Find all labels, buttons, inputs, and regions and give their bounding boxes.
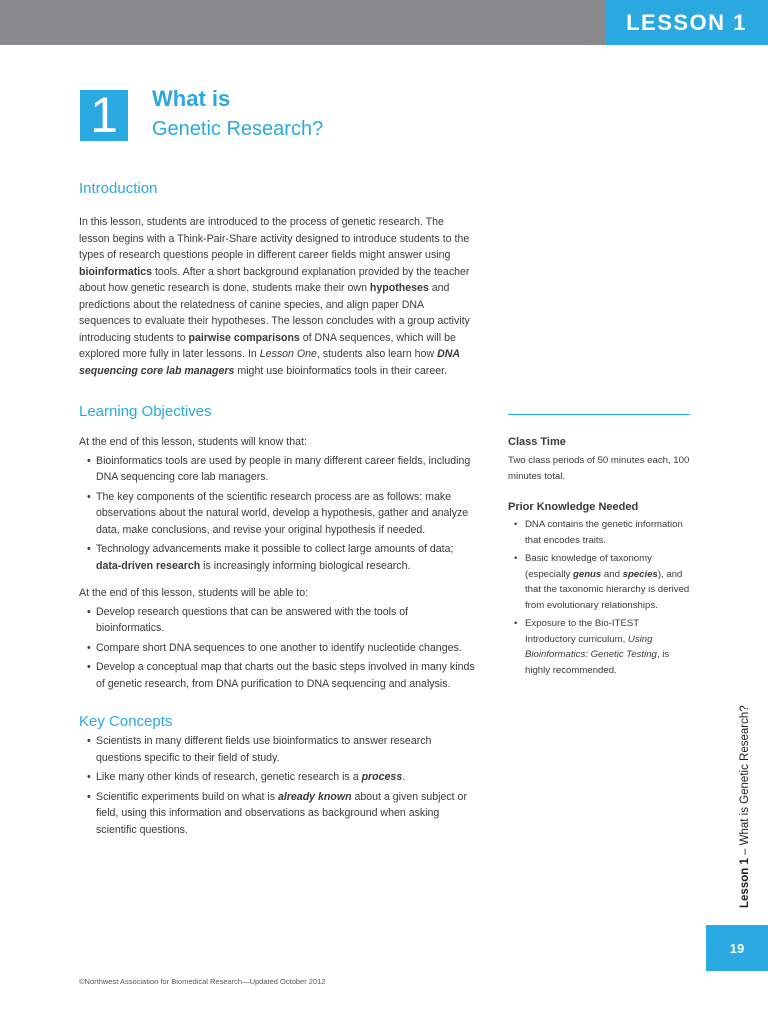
key-concepts-list (79, 733, 475, 838)
sidebar-divider (508, 414, 690, 415)
list-item: • Compare short DNA sequences to one another to identify nucleotide changes. (79, 640, 475, 657)
list-item: • Exposure to the Bio-ITEST Introductory curriculum, Using Bioinformatics: Genetic Testing, is highly recommended. (508, 616, 690, 678)
list-item: • Like many other kinds of research, genetic research is a process. (79, 769, 475, 786)
lesson-number-box: 1 (80, 90, 128, 141)
page-number: 19 (706, 925, 768, 971)
lesson-label: LESSON 1 (605, 0, 768, 45)
class-time-heading: Class Time (508, 436, 566, 448)
prior-knowledge-heading: Prior Knowledge Needed (508, 501, 639, 513)
lesson-title-line2: Genetic Research? (152, 118, 324, 140)
footer-copyright: ©Northwest Association for Biomedical Research—Updated October 2012 (79, 977, 326, 986)
side-title-rest: – What is Genetic Research? (739, 705, 751, 859)
side-running-title (739, 705, 751, 908)
know-list (79, 453, 475, 575)
introduction-heading: Introduction (79, 180, 158, 197)
know-intro: At the end of this lesson, students will know that: (79, 436, 307, 448)
side-title-bold: Lesson 1 (739, 858, 751, 908)
list-item: • Scientists in many different fields use bioinformatics to answer research questions specific to their field of study. (79, 733, 475, 766)
list-item: • DNA contains the genetic information that encodes traits. (508, 517, 690, 548)
main-column (79, 180, 475, 841)
list-item: • Bioinformatics tools are used by people in many different career fields, including DNA sequencing core lab managers. (79, 453, 475, 486)
introduction-paragraph: In this lesson, students are introduced to the process of genetic research. The lesson begins with a Think-Pair-Share activity designed to introduce students to the types of research questions people in different career fields might answer using bioinformatics tools. After a short background explanation provided by the teacher about how genetic research is done, students make their own hypotheses and predictions about the relatedness of canine species, and align paper DNA sequences to evaluate their hypotheses. The lesson concludes with a group activity introducing students to pairwise comparisons of DNA sequences, which will be explored more fully in later lessons. In Lesson One, students also learn how DNA sequencing core lab managers might use bioinformatics tools in their career. (79, 216, 470, 377)
list-item: • Basic knowledge of taxonomy (especially genus and species), and that the taxonomic hierarchy is derived from evolutionary relationships. (508, 551, 690, 613)
list-item: • The key components of the scientific research process are as follows: make observations about the natural world, develop a hypothesis, gather and analyze data, make conclusions, and revise your original hypothesis if needed. (79, 489, 475, 539)
key-concepts-heading: Key Concepts (79, 713, 173, 730)
prior-knowledge-list (508, 517, 690, 678)
list-item: • Develop a conceptual map that charts out the basic steps involved in many kinds of genetic research, from DNA purification to DNA sequencing and analysis. (79, 659, 475, 692)
learning-objectives-heading: Learning Objectives (79, 403, 212, 420)
lesson-title-line1: What is (152, 86, 231, 111)
sidebar (508, 414, 690, 681)
list-item: • Technology advancements make it possible to collect large amounts of data; data-driven research is increasingly informing biological research. (79, 541, 475, 574)
class-time-text: Two class periods of 50 minutes each, 100 minutes total. (508, 455, 690, 482)
list-item: • Develop research questions that can be answered with the tools of bioinformatics. (79, 604, 475, 637)
list-item: • Scientific experiments build on what is already known about a given subject or field, using this information and observations as background when asking scientific questions. (79, 789, 475, 839)
able-intro: At the end of this lesson, students will be able to: (79, 587, 309, 599)
able-list (79, 604, 475, 693)
